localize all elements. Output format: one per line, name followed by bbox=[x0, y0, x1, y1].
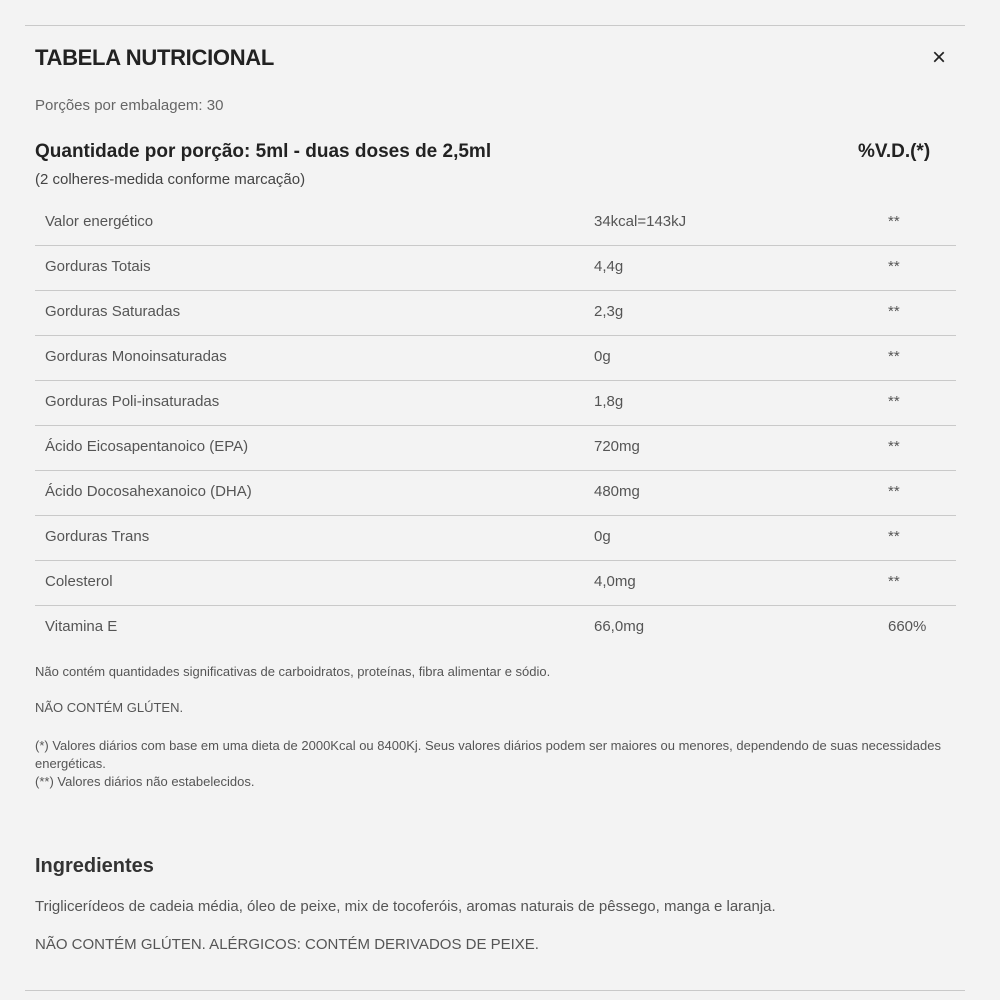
table-row bbox=[35, 471, 956, 516]
nutrient-daily-value: ** bbox=[888, 258, 900, 275]
servings-per-package: Porções por embalagem: 30 bbox=[35, 97, 224, 114]
table-row bbox=[35, 246, 956, 291]
nutrient-amount: 4,0mg bbox=[594, 573, 636, 590]
nutrient-amount: 34kcal=143kJ bbox=[594, 213, 687, 230]
nutrient-daily-value: 660% bbox=[888, 618, 927, 635]
table-row bbox=[35, 606, 956, 650]
table-row bbox=[35, 381, 956, 426]
nutrient-name: Gorduras Monoinsaturadas bbox=[45, 348, 227, 365]
nutrient-name: Colesterol bbox=[45, 573, 113, 590]
nutrient-daily-value: ** bbox=[888, 213, 900, 230]
nutrient-name: Valor energético bbox=[45, 213, 154, 230]
nutrient-amount: 4,4g bbox=[594, 258, 624, 275]
nutrient-daily-value: ** bbox=[888, 438, 900, 455]
table-row bbox=[35, 561, 956, 606]
nutrient-name: Gorduras Poli-insaturadas bbox=[45, 393, 220, 410]
nutrient-daily-value: ** bbox=[888, 303, 900, 320]
gluten-note: NÃO CONTÉM GLÚTEN. bbox=[35, 700, 184, 715]
ingredients-title: Ingredientes bbox=[35, 855, 154, 877]
table-row bbox=[35, 426, 956, 471]
table-row bbox=[35, 336, 956, 381]
nutrient-daily-value: ** bbox=[888, 348, 900, 365]
nutrient-amount: 480mg bbox=[594, 483, 640, 500]
nutrient-daily-value: ** bbox=[888, 483, 900, 500]
nutrient-amount: 66,0mg bbox=[594, 618, 645, 635]
no-significant-note: Não contém quantidades significativas de carboidratos, proteínas, fibra alimentar e sódio. bbox=[35, 664, 551, 679]
ingredients-text: Triglicerídeos de cadeia média, óleo de peixe, mix de tocoferóis, aromas naturais de pêssego, manga e laranja. bbox=[35, 898, 776, 915]
not-established-footnote: (**) Valores diários não estabelecidos. bbox=[35, 774, 255, 789]
table-row bbox=[35, 516, 956, 561]
allergen-warning: NÃO CONTÉM GLÚTEN. ALÉRGICOS: CONTÉM DERIVADOS DE PEIXE. bbox=[35, 936, 539, 953]
close-icon[interactable]: × bbox=[931, 44, 946, 71]
nutrient-name: Gorduras Saturadas bbox=[45, 303, 181, 320]
nutrient-name: Gorduras Trans bbox=[45, 528, 150, 545]
nutrient-amount: 720mg bbox=[594, 438, 640, 455]
nutrient-name: Gorduras Totais bbox=[45, 258, 151, 275]
bottom-divider bbox=[25, 990, 965, 991]
nutrient-name: Ácido Eicosapentanoico (EPA) bbox=[45, 438, 249, 455]
nutrient-amount: 0g bbox=[594, 528, 611, 545]
nutrient-daily-value: ** bbox=[888, 393, 900, 410]
nutrient-amount: 1,8g bbox=[594, 393, 624, 410]
nutrient-name: Vitamina E bbox=[45, 618, 118, 635]
nutrient-amount: 2,3g bbox=[594, 303, 624, 320]
daily-value-footnote: (*) Valores diários com base em uma dieta de 2000Kcal ou 8400Kj. Seus valores diários podem ser maiores ou menores, dependendo de suas necessidades energéticas. bbox=[35, 738, 941, 771]
table-row bbox=[35, 291, 956, 336]
daily-value-header: %V.D.(*) bbox=[858, 141, 931, 162]
nutrient-daily-value: ** bbox=[888, 573, 900, 590]
serving-size-heading: Quantidade por porção: 5ml - duas doses de 2,5ml bbox=[35, 141, 492, 162]
serving-size-note: (2 colheres-medida conforme marcação) bbox=[35, 171, 306, 188]
nutrient-amount: 0g bbox=[594, 348, 611, 365]
modal-title: TABELA NUTRICIONAL bbox=[35, 45, 275, 70]
table-row bbox=[35, 201, 956, 246]
nutrient-daily-value: ** bbox=[888, 528, 900, 545]
top-divider bbox=[25, 25, 965, 26]
footnotes bbox=[35, 737, 965, 791]
nutrient-name: Ácido Docosahexanoico (DHA) bbox=[45, 483, 252, 500]
nutrition-table bbox=[35, 201, 956, 650]
